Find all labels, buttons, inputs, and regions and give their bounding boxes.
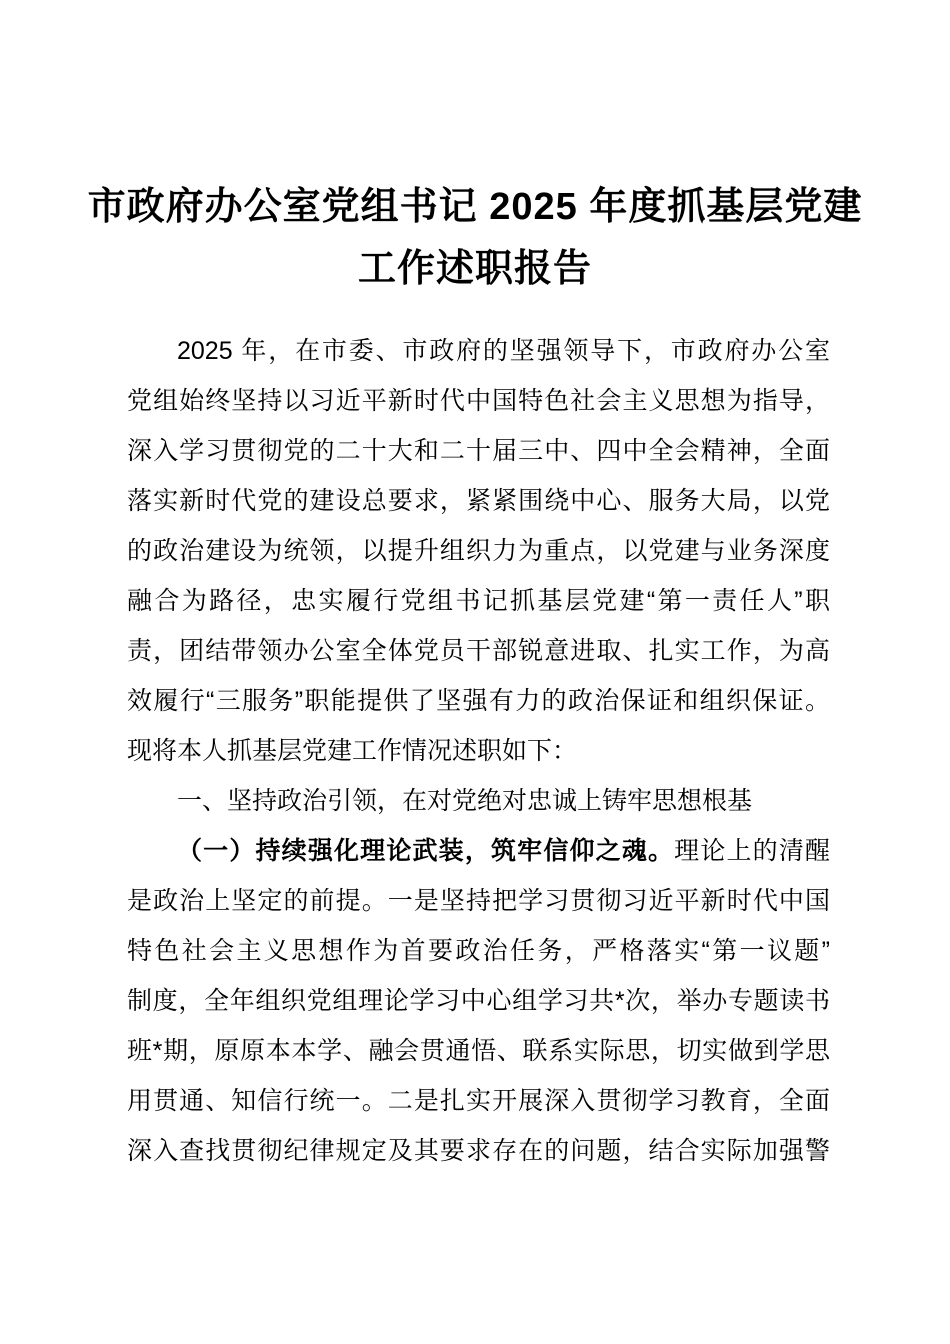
- text-line: [127, 776, 830, 826]
- text-segment: 党组始终坚持以习近平新时代中国特色社会主义思想为指导，: [127, 387, 830, 415]
- text-line: [127, 726, 830, 776]
- text-line: [127, 626, 830, 676]
- text-line: [127, 826, 830, 876]
- text-segment: 一、坚持政治引领，在对党绝对忠诚上铸牢思想根基: [177, 787, 753, 815]
- text-segment: 深入学习贯彻党的二十大和二十届三中、四中全会精神，全面: [127, 437, 830, 465]
- text-segment: 现将本人抓基层党建工作情况述职如下：: [127, 737, 578, 765]
- text-line: [127, 426, 830, 476]
- text-line: [127, 526, 830, 576]
- text-segment: 班*期，原原本本学、融会贯通悟、联系实际思，切实做到学思: [127, 1037, 830, 1065]
- text-line: [127, 976, 830, 1026]
- text-line: [127, 376, 830, 426]
- text-line: [127, 1126, 830, 1176]
- text-segment: 融合为路径，忠实履行党组书记抓基层党建“第一责任人”职: [127, 587, 830, 615]
- text-segment: 效履行“三服务”职能提供了坚强有力的政治保证和组织保证。: [127, 687, 830, 715]
- intro-paragraph: [127, 326, 830, 776]
- title-line-2: 工作述职报告: [357, 248, 592, 290]
- text-line: [127, 1026, 830, 1076]
- text-segment: 是政治上坚定的前提。一是坚持把学习贯彻习近平新时代中国: [127, 887, 830, 915]
- bold-text-segment: （一）持续强化理论武装，筑牢信仰之魂。: [177, 837, 675, 865]
- document-body: [127, 326, 830, 1176]
- text-line: [127, 876, 830, 926]
- text-line: [127, 676, 830, 726]
- section-heading-1: [127, 776, 830, 826]
- text-line: [127, 476, 830, 526]
- text-segment: 的政治建设为统领，以提升组织力为重点，以党建与业务深度: [127, 537, 830, 565]
- text-segment: 特色社会主义思想作为首要政治任务，严格落实“第一议题”: [127, 937, 830, 965]
- text-segment: 制度，全年组织党组理论学习中心组学习共*次，举办专题读书: [127, 987, 830, 1015]
- text-segment: 落实新时代党的建设总要求，紧紧围绕中心、服务大局，以党: [127, 487, 830, 515]
- text-segment: 责，团结带领办公室全体党员干部锐意进取、扎实工作，为高: [127, 637, 830, 665]
- text-segment: 理论上的清醒: [674, 837, 830, 865]
- document-title: [0, 176, 950, 300]
- title-line-1: 市政府办公室党组书记 2025 年度抓基层党建: [87, 186, 863, 228]
- text-segment: 2025 年，在市委、市政府的坚强领导下，市政府办公室: [177, 337, 830, 365]
- text-line: [127, 326, 830, 376]
- text-segment: 用贯通、知信行统一。二是扎实开展深入贯彻学习教育，全面: [127, 1087, 830, 1115]
- text-line: [127, 926, 830, 976]
- text-line: [127, 576, 830, 626]
- subsection-1-paragraph: [127, 826, 830, 1176]
- text-line: [127, 1076, 830, 1126]
- text-segment: 深入查找贯彻纪律规定及其要求存在的问题，结合实际加强警: [127, 1137, 830, 1165]
